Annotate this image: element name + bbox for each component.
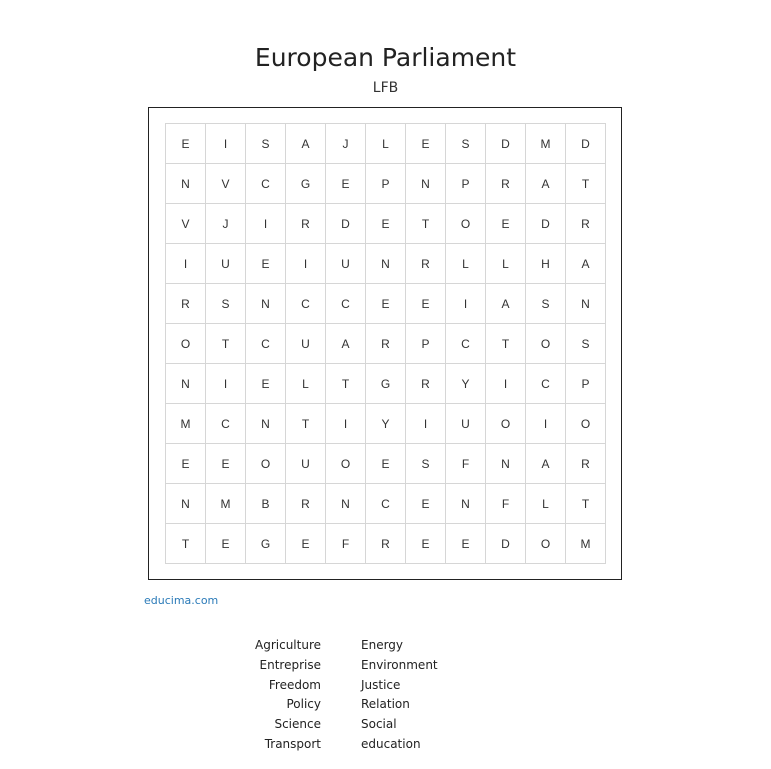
- grid-cell[interactable]: N: [326, 484, 366, 524]
- word-list-item: Energy: [361, 638, 404, 652]
- grid-cell[interactable]: R: [566, 444, 606, 484]
- word-list-item: Justice: [361, 677, 401, 692]
- grid-cell[interactable]: P: [406, 324, 446, 364]
- grid-cell[interactable]: Y: [446, 364, 486, 404]
- word-list-item: Policy: [286, 697, 321, 712]
- grid-cell[interactable]: E: [486, 204, 526, 244]
- grid-cell[interactable]: N: [406, 164, 446, 204]
- grid-cell[interactable]: H: [526, 244, 566, 284]
- grid-cell[interactable]: O: [526, 324, 566, 364]
- grid-cell[interactable]: S: [526, 284, 566, 324]
- grid-cell[interactable]: N: [166, 364, 206, 404]
- grid-cell[interactable]: F: [446, 444, 486, 484]
- puzzle-frame: [148, 107, 622, 580]
- grid-cell[interactable]: U: [206, 244, 246, 284]
- grid-cell[interactable]: D: [486, 524, 526, 564]
- grid-cell[interactable]: D: [526, 204, 566, 244]
- grid-cell[interactable]: G: [366, 364, 406, 404]
- grid-cell[interactable]: A: [486, 284, 526, 324]
- grid-cell[interactable]: G: [286, 164, 326, 204]
- grid-cell[interactable]: T: [286, 404, 326, 444]
- grid-cell[interactable]: O: [566, 404, 606, 444]
- grid-cell[interactable]: V: [206, 164, 246, 204]
- grid-cell[interactable]: U: [326, 244, 366, 284]
- grid-cell[interactable]: N: [366, 244, 406, 284]
- grid-cell[interactable]: F: [326, 524, 366, 564]
- grid-cell[interactable]: M: [566, 524, 606, 564]
- grid-cell[interactable]: A: [286, 124, 326, 164]
- grid-cell[interactable]: N: [246, 404, 286, 444]
- grid-cell[interactable]: E: [406, 484, 446, 524]
- grid-cell[interactable]: M: [166, 404, 206, 444]
- grid-cell[interactable]: C: [286, 284, 326, 324]
- grid-cell[interactable]: I: [326, 404, 366, 444]
- grid-cell[interactable]: R: [286, 484, 326, 524]
- word-list-item: Relation: [361, 697, 410, 712]
- grid-cell[interactable]: P: [366, 164, 406, 204]
- grid-cell[interactable]: E: [406, 524, 446, 564]
- grid-cell[interactable]: I: [486, 364, 526, 404]
- grid-cell[interactable]: E: [166, 444, 206, 484]
- grid-cell[interactable]: N: [566, 284, 606, 324]
- grid-cell[interactable]: R: [406, 364, 446, 404]
- grid-cell[interactable]: A: [566, 244, 606, 284]
- grid-cell[interactable]: C: [526, 364, 566, 404]
- word-list-item: Agriculture: [255, 638, 321, 652]
- grid-cell[interactable]: R: [366, 324, 406, 364]
- grid-cell[interactable]: Y: [366, 404, 406, 444]
- grid-cell[interactable]: T: [206, 324, 246, 364]
- grid-cell[interactable]: O: [526, 524, 566, 564]
- grid-cell[interactable]: O: [246, 444, 286, 484]
- grid-cell[interactable]: T: [566, 164, 606, 204]
- grid-cell[interactable]: N: [446, 484, 486, 524]
- grid-cell[interactable]: E: [446, 524, 486, 564]
- grid-cell[interactable]: A: [526, 444, 566, 484]
- grid-cell[interactable]: E: [366, 284, 406, 324]
- grid-cell[interactable]: S: [406, 444, 446, 484]
- grid-cell[interactable]: R: [566, 204, 606, 244]
- grid-cell[interactable]: T: [566, 484, 606, 524]
- grid-cell[interactable]: E: [366, 204, 406, 244]
- grid-cell[interactable]: I: [206, 124, 246, 164]
- grid-cell[interactable]: E: [406, 284, 446, 324]
- word-list-item: Freedom: [268, 677, 321, 692]
- grid-cell[interactable]: C: [246, 324, 286, 364]
- grid-cell[interactable]: E: [246, 364, 286, 404]
- grid-cell[interactable]: T: [486, 324, 526, 364]
- grid-cell[interactable]: P: [446, 164, 486, 204]
- grid-cell[interactable]: E: [246, 244, 286, 284]
- grid-cell[interactable]: A: [526, 164, 566, 204]
- grid-cell[interactable]: E: [206, 444, 246, 484]
- grid-cell[interactable]: M: [526, 124, 566, 164]
- grid-cell[interactable]: D: [486, 124, 526, 164]
- grid-cell[interactable]: O: [486, 404, 526, 444]
- grid-cell[interactable]: T: [406, 204, 446, 244]
- grid-cell[interactable]: L: [486, 244, 526, 284]
- word-list-item: Science: [274, 717, 321, 732]
- grid-cell[interactable]: E: [406, 124, 446, 164]
- grid-cell[interactable]: E: [206, 524, 246, 564]
- grid-cell[interactable]: R: [486, 164, 526, 204]
- grid-cell[interactable]: D: [326, 204, 366, 244]
- grid-cell[interactable]: V: [166, 204, 206, 244]
- educima-link[interactable]: educima.com: [144, 594, 219, 607]
- grid-cell[interactable]: C: [446, 324, 486, 364]
- word-list: [221, 636, 481, 755]
- grid-cell[interactable]: I: [166, 244, 206, 284]
- grid-cell[interactable]: I: [526, 404, 566, 444]
- grid-cell[interactable]: I: [246, 204, 286, 244]
- grid-cell[interactable]: E: [166, 124, 206, 164]
- grid-cell[interactable]: L: [286, 364, 326, 404]
- grid-cell[interactable]: C: [206, 404, 246, 444]
- grid-cell[interactable]: O: [166, 324, 206, 364]
- grid-cell[interactable]: R: [366, 524, 406, 564]
- letter-grid: [165, 123, 606, 564]
- grid-cell[interactable]: N: [166, 164, 206, 204]
- grid-cell[interactable]: N: [246, 284, 286, 324]
- grid-cell[interactable]: O: [446, 204, 486, 244]
- grid-cell[interactable]: I: [406, 404, 446, 444]
- grid-cell[interactable]: T: [326, 364, 366, 404]
- grid-cell[interactable]: U: [286, 324, 326, 364]
- grid-cell[interactable]: L: [446, 244, 486, 284]
- grid-cell[interactable]: E: [326, 164, 366, 204]
- page-title: European Parliament: [254, 43, 517, 72]
- grid-cell[interactable]: O: [326, 444, 366, 484]
- grid-cell[interactable]: M: [206, 484, 246, 524]
- grid-cell[interactable]: R: [166, 284, 206, 324]
- grid-cell[interactable]: A: [326, 324, 366, 364]
- grid-cell[interactable]: J: [206, 204, 246, 244]
- grid-cell[interactable]: J: [326, 124, 366, 164]
- grid-cell[interactable]: E: [366, 444, 406, 484]
- grid-cell[interactable]: T: [166, 524, 206, 564]
- grid-cell[interactable]: R: [406, 244, 446, 284]
- grid-cell[interactable]: S: [446, 124, 486, 164]
- grid-cell[interactable]: S: [566, 324, 606, 364]
- word-list-item: Social: [361, 717, 397, 732]
- word-list-item: Environment: [361, 657, 438, 672]
- grid-cell[interactable]: I: [206, 364, 246, 404]
- grid-cell[interactable]: L: [526, 484, 566, 524]
- word-list-item: Transport: [264, 736, 321, 751]
- grid-cell[interactable]: R: [286, 204, 326, 244]
- grid-cell[interactable]: N: [486, 444, 526, 484]
- word-list-item: Entreprise: [259, 657, 321, 672]
- grid-cell[interactable]: C: [366, 484, 406, 524]
- grid-cell[interactable]: U: [446, 404, 486, 444]
- grid-cell[interactable]: C: [326, 284, 366, 324]
- grid-cell[interactable]: P: [566, 364, 606, 404]
- grid-cell[interactable]: I: [446, 284, 486, 324]
- grid-cell[interactable]: N: [166, 484, 206, 524]
- grid-cell[interactable]: E: [286, 524, 326, 564]
- grid-cell[interactable]: C: [246, 164, 286, 204]
- grid-cell[interactable]: G: [246, 524, 286, 564]
- word-list-item: education: [361, 736, 421, 751]
- grid-cell[interactable]: I: [286, 244, 326, 284]
- grid-cell[interactable]: U: [286, 444, 326, 484]
- page-subtitle: LFB: [372, 80, 399, 96]
- grid-cell[interactable]: F: [486, 484, 526, 524]
- grid-cell[interactable]: S: [246, 124, 286, 164]
- grid-cell[interactable]: D: [566, 124, 606, 164]
- grid-cell[interactable]: B: [246, 484, 286, 524]
- grid-cell[interactable]: L: [366, 124, 406, 164]
- grid-cell[interactable]: S: [206, 284, 246, 324]
